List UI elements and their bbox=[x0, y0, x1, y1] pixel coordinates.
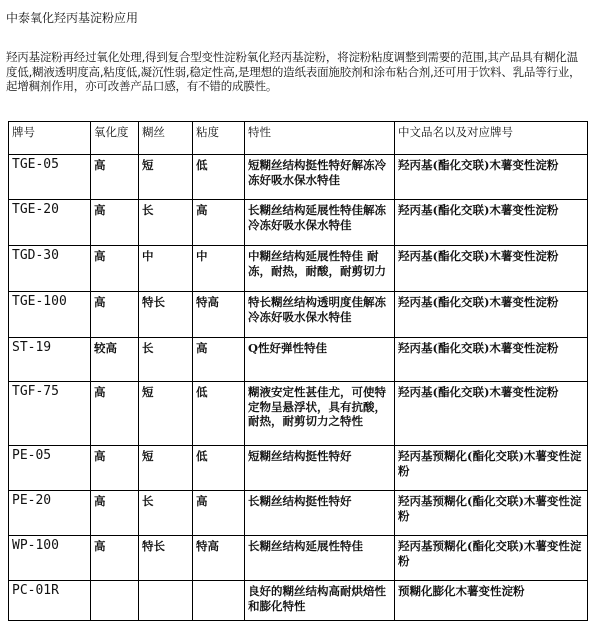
cell-code: TGE-100 bbox=[9, 292, 91, 338]
table-header-row bbox=[9, 122, 588, 155]
cell-name: 羟丙基(酯化交联)木薯变性淀粉 bbox=[395, 155, 588, 200]
cell-code: PC-01R bbox=[9, 581, 91, 621]
cell-viscosity: 低 bbox=[193, 446, 245, 491]
header-viscosity: 粘度 bbox=[193, 122, 245, 155]
cell-viscosity: 低 bbox=[193, 155, 245, 200]
cell-oxidation: 高 bbox=[91, 446, 139, 491]
cell-oxidation: 高 bbox=[91, 491, 139, 536]
table-row bbox=[9, 292, 588, 338]
cell-property: 长糊丝结构挺性特好 bbox=[245, 491, 395, 536]
cell-filament: 短 bbox=[139, 446, 193, 491]
cell-oxidation: 高 bbox=[91, 155, 139, 200]
cell-filament: 短 bbox=[139, 382, 193, 446]
cell-property: 长糊丝结构延展性特佳 bbox=[245, 536, 395, 581]
table-row bbox=[9, 446, 588, 491]
cell-filament: 短 bbox=[139, 155, 193, 200]
cell-name: 羟丙基(酯化交联)木薯变性淀粉 bbox=[395, 200, 588, 246]
cell-name: 羟丙基预糊化(酯化交联)木薯变性淀粉 bbox=[395, 446, 588, 491]
page-title: 中泰氧化羟丙基淀粉应用 bbox=[6, 11, 139, 25]
cell-viscosity: 高 bbox=[193, 491, 245, 536]
header-code: 牌号 bbox=[9, 122, 91, 155]
cell-code: TGE-05 bbox=[9, 155, 91, 200]
cell-name: 预糊化膨化木薯变性淀粉 bbox=[395, 581, 588, 621]
cell-filament bbox=[139, 581, 193, 621]
product-table bbox=[8, 121, 588, 621]
cell-viscosity bbox=[193, 581, 245, 621]
table-row bbox=[9, 382, 588, 446]
cell-oxidation: 高 bbox=[91, 536, 139, 581]
cell-oxidation bbox=[91, 581, 139, 621]
cell-name: 羟丙基预糊化(酯化交联)木薯变性淀粉 bbox=[395, 536, 588, 581]
cell-viscosity: 特高 bbox=[193, 292, 245, 338]
cell-code: PE-20 bbox=[9, 491, 91, 536]
cell-viscosity: 中 bbox=[193, 246, 245, 292]
cell-code: WP-100 bbox=[9, 536, 91, 581]
header-filament: 糊丝 bbox=[139, 122, 193, 155]
cell-property: 糊液安定性甚佳尤，可使特定物呈悬浮状，具有抗酸，耐热，耐剪切力之特性 bbox=[245, 382, 395, 446]
table-row bbox=[9, 536, 588, 581]
cell-code: ST-19 bbox=[9, 338, 91, 382]
cell-property: 特长糊丝结构透明度佳解冻冷冻好吸水保水特佳 bbox=[245, 292, 395, 338]
cell-name: 羟丙基(酯化交联)木薯变性淀粉 bbox=[395, 246, 588, 292]
header-name: 中文品名以及对应牌号 bbox=[395, 122, 588, 155]
cell-property: 良好的糊丝结构高耐烘焙性和膨化特性 bbox=[245, 581, 395, 621]
cell-oxidation: 高 bbox=[91, 200, 139, 246]
table-row bbox=[9, 200, 588, 246]
cell-filament: 特长 bbox=[139, 536, 193, 581]
intro-paragraph: 羟丙基淀粉再经过氧化处理,得到复合型变性淀粉氧化羟丙基淀粉，将淀粉粘度调整到需要的范围,其产品具有糊化温度低,糊液透明度高,粘度低,凝沉性弱,稳定性高,是理想的造纸表面施胶剂和涂布粘合剂,还可用于饮料、乳品等行业，起增稠剂作用，亦可改善产品口感，有不错的成膜性。 bbox=[6, 50, 581, 94]
table-row bbox=[9, 155, 588, 200]
cell-code: TGD-30 bbox=[9, 246, 91, 292]
cell-name: 羟丙基(酯化交联)木薯变性淀粉 bbox=[395, 382, 588, 446]
cell-property: 长糊丝结构延展性特佳解冻冷冻好吸水保水特佳 bbox=[245, 200, 395, 246]
table-row bbox=[9, 246, 588, 292]
cell-code: TGF-75 bbox=[9, 382, 91, 446]
cell-property: 短糊丝结构挺性特好解冻冷冻好吸水保水特佳 bbox=[245, 155, 395, 200]
cell-filament: 长 bbox=[139, 338, 193, 382]
cell-name: 羟丙基(酯化交联)木薯变性淀粉 bbox=[395, 338, 588, 382]
cell-filament: 长 bbox=[139, 491, 193, 536]
cell-oxidation: 高 bbox=[91, 382, 139, 446]
cell-name: 羟丙基预糊化(酯化交联)木薯变性淀粉 bbox=[395, 491, 588, 536]
cell-property: Q性好弹性特佳 bbox=[245, 338, 395, 382]
cell-oxidation: 高 bbox=[91, 292, 139, 338]
cell-oxidation: 高 bbox=[91, 246, 139, 292]
cell-filament: 中 bbox=[139, 246, 193, 292]
table-row bbox=[9, 581, 588, 621]
cell-code: TGE-20 bbox=[9, 200, 91, 246]
cell-viscosity: 高 bbox=[193, 338, 245, 382]
header-property: 特性 bbox=[245, 122, 395, 155]
cell-viscosity: 低 bbox=[193, 382, 245, 446]
table-row bbox=[9, 491, 588, 536]
cell-filament: 长 bbox=[139, 200, 193, 246]
cell-code: PE-05 bbox=[9, 446, 91, 491]
cell-oxidation: 较高 bbox=[91, 338, 139, 382]
table-row bbox=[9, 338, 588, 382]
cell-filament: 特长 bbox=[139, 292, 193, 338]
cell-name: 羟丙基(酯化交联)木薯变性淀粉 bbox=[395, 292, 588, 338]
cell-viscosity: 高 bbox=[193, 200, 245, 246]
header-oxidation: 氧化度 bbox=[91, 122, 139, 155]
cell-property: 中糊丝结构延展性特佳 耐冻，耐热，耐酸，耐剪切力 bbox=[245, 246, 395, 292]
cell-property: 短糊丝结构挺性特好 bbox=[245, 446, 395, 491]
cell-viscosity: 特高 bbox=[193, 536, 245, 581]
